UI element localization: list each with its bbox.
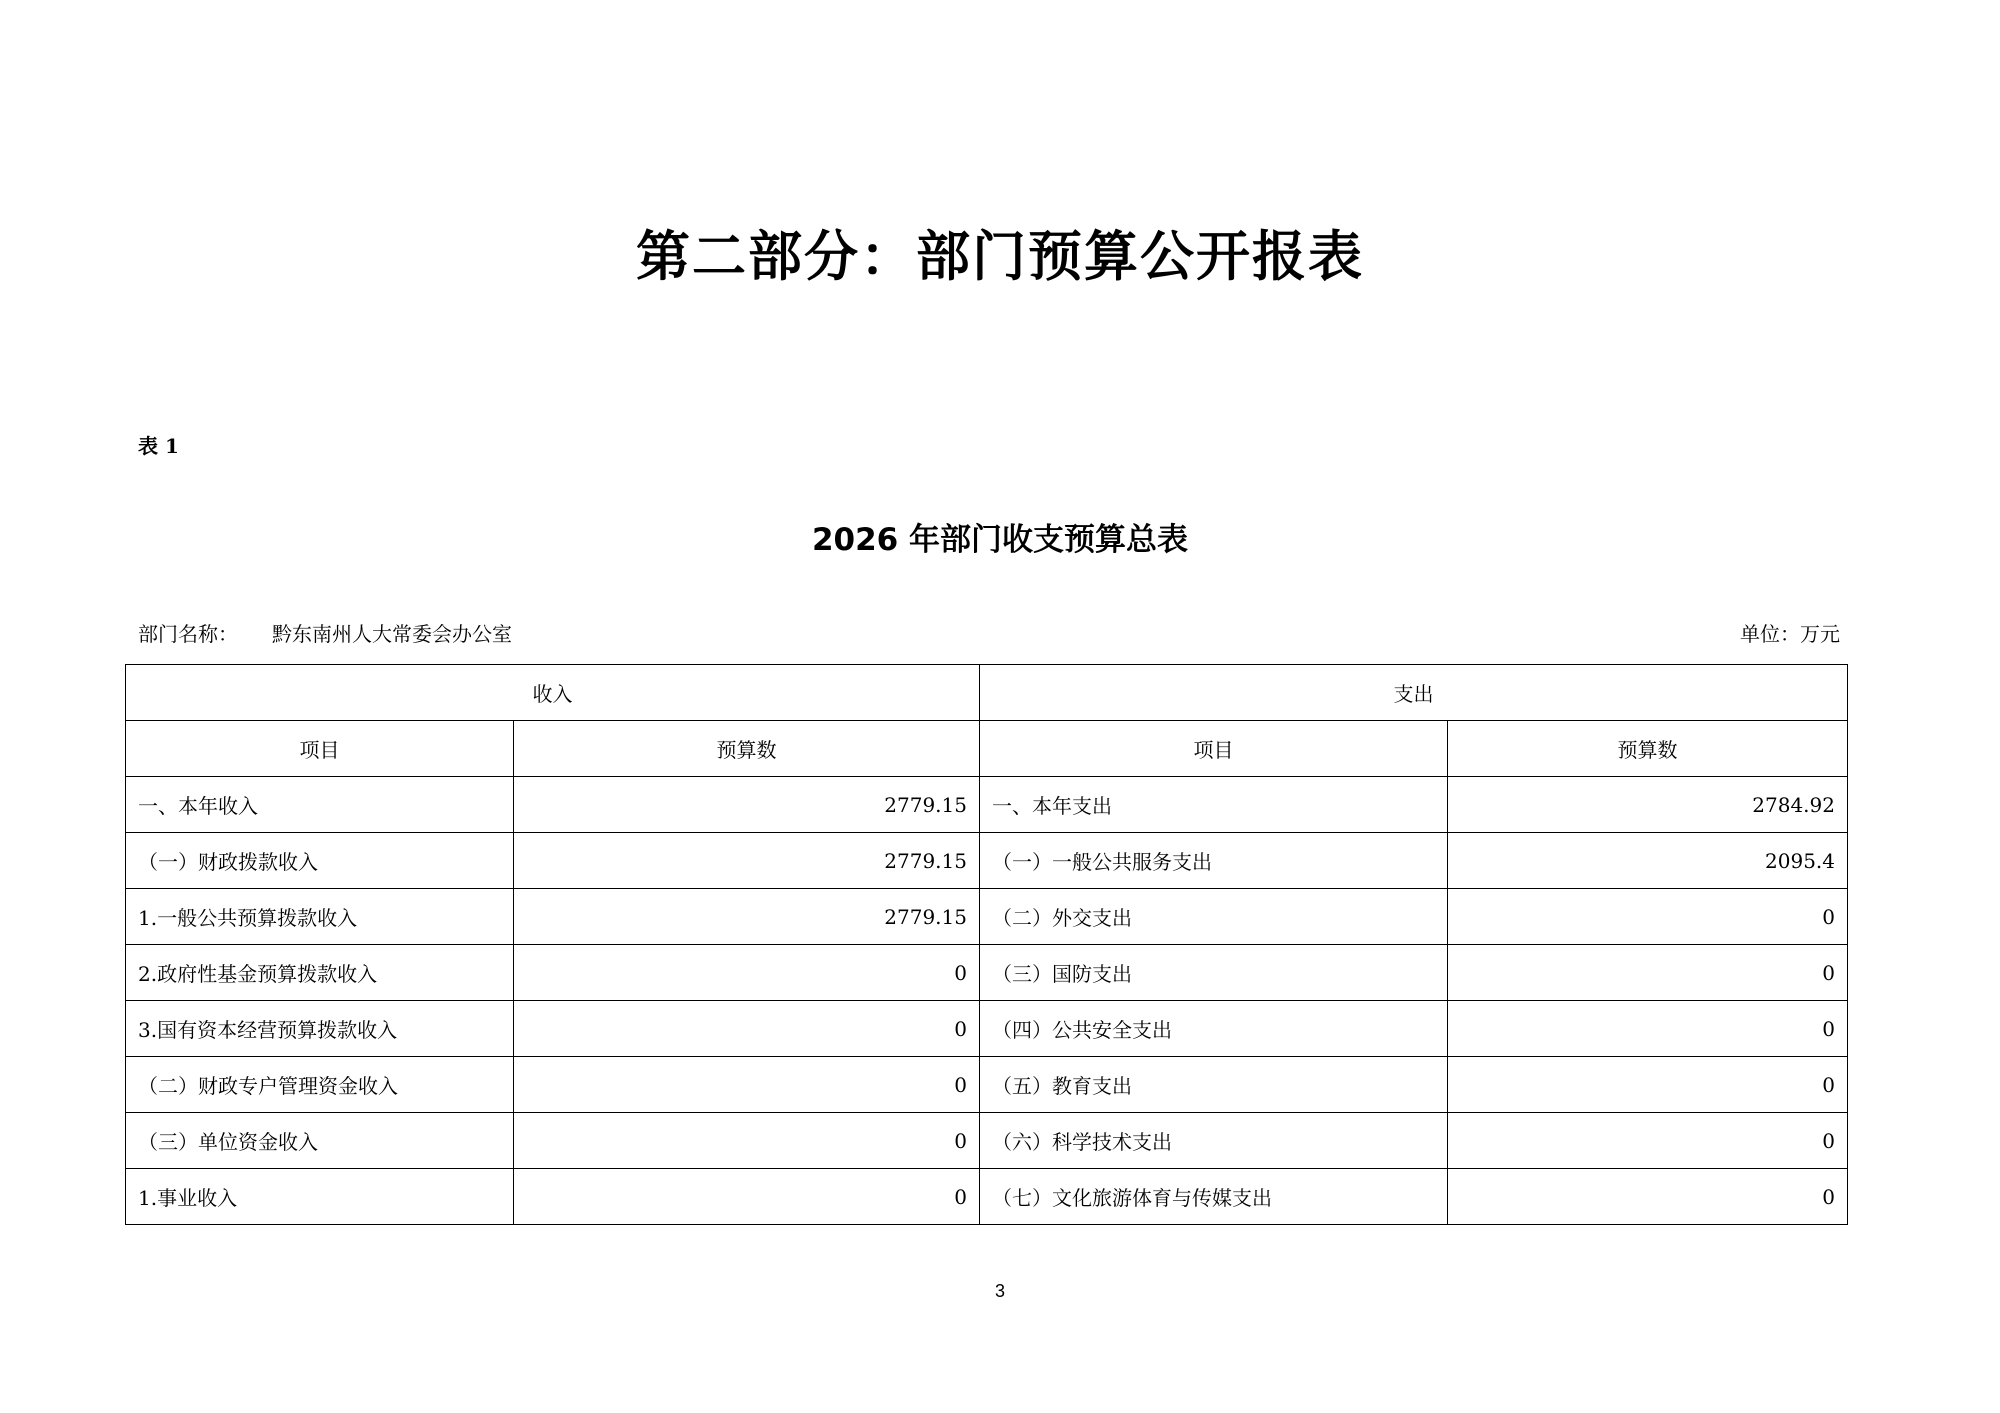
income-item-cell: 2.政府性基金预算拨款收入: [126, 945, 514, 1001]
income-group-header: 收入: [126, 665, 980, 721]
table-row: [126, 1057, 1848, 1113]
budget-summary-table: [125, 664, 1848, 1225]
expense-item-cell: （一）一般公共服务支出: [980, 833, 1448, 889]
table-row: [126, 889, 1848, 945]
income-amount-cell: 0: [514, 1113, 980, 1169]
expense-item-cell: （三）国防支出: [980, 945, 1448, 1001]
table-body: [126, 777, 1848, 1225]
unit-label: 单位：万元: [1740, 622, 1840, 646]
expense-amount-cell: 0: [1448, 945, 1848, 1001]
department-line: [138, 620, 512, 648]
expense-amount-cell: 0: [1448, 1113, 1848, 1169]
table-row: [126, 1169, 1848, 1225]
income-item-cell: （三）单位资金收入: [126, 1113, 514, 1169]
income-item-cell: 一、本年收入: [126, 777, 514, 833]
expense-amount-cell: 0: [1448, 1001, 1848, 1057]
income-item-cell: 1.一般公共预算拨款收入: [126, 889, 514, 945]
group-header-row: [126, 665, 1848, 721]
page-number: 3: [994, 1281, 1005, 1301]
table-row: [126, 1113, 1848, 1169]
table-title: 2026 年部门收支预算总表: [811, 522, 1189, 558]
expense-amount-cell: 0: [1448, 1169, 1848, 1225]
table-number: 表 1: [138, 434, 179, 458]
income-amount-header: 预算数: [514, 721, 980, 777]
part-title: 第二部分：部门预算公开报表: [636, 225, 1364, 288]
income-item-cell: 3.国有资本经营预算拨款收入: [126, 1001, 514, 1057]
expense-item-cell: （二）外交支出: [980, 889, 1448, 945]
income-amount-cell: 2779.15: [514, 777, 980, 833]
income-amount-cell: 0: [514, 1169, 980, 1225]
expense-amount-cell: 2784.92: [1448, 777, 1848, 833]
income-item-cell: （二）财政专户管理资金收入: [126, 1057, 514, 1113]
column-header-row: [126, 721, 1848, 777]
income-item-cell: 1.事业收入: [126, 1169, 514, 1225]
income-amount-cell: 2779.15: [514, 889, 980, 945]
expense-item-cell: （六）科学技术支出: [980, 1113, 1448, 1169]
income-amount-cell: 0: [514, 1001, 980, 1057]
income-amount-cell: 0: [514, 945, 980, 1001]
expense-amount-cell: 0: [1448, 889, 1848, 945]
income-item-header: 项目: [126, 721, 514, 777]
table-row: [126, 777, 1848, 833]
table-row: [126, 1001, 1848, 1057]
income-amount-cell: 2779.15: [514, 833, 980, 889]
expense-item-cell: （七）文化旅游体育与传媒支出: [980, 1169, 1448, 1225]
expense-group-header: 支出: [980, 665, 1848, 721]
department-label: 部门名称：: [138, 622, 238, 646]
income-item-cell: （一）财政拨款收入: [126, 833, 514, 889]
expense-item-header: 项目: [980, 721, 1448, 777]
department-name: 黔东南州人大常委会办公室: [272, 622, 512, 646]
table-row: [126, 945, 1848, 1001]
expense-amount-cell: 0: [1448, 1057, 1848, 1113]
expense-item-cell: （四）公共安全支出: [980, 1001, 1448, 1057]
income-amount-cell: 0: [514, 1057, 980, 1113]
table-row: [126, 833, 1848, 889]
expense-item-cell: （五）教育支出: [980, 1057, 1448, 1113]
expense-amount-cell: 2095.4: [1448, 833, 1848, 889]
expense-amount-header: 预算数: [1448, 721, 1848, 777]
expense-item-cell: 一、本年支出: [980, 777, 1448, 833]
